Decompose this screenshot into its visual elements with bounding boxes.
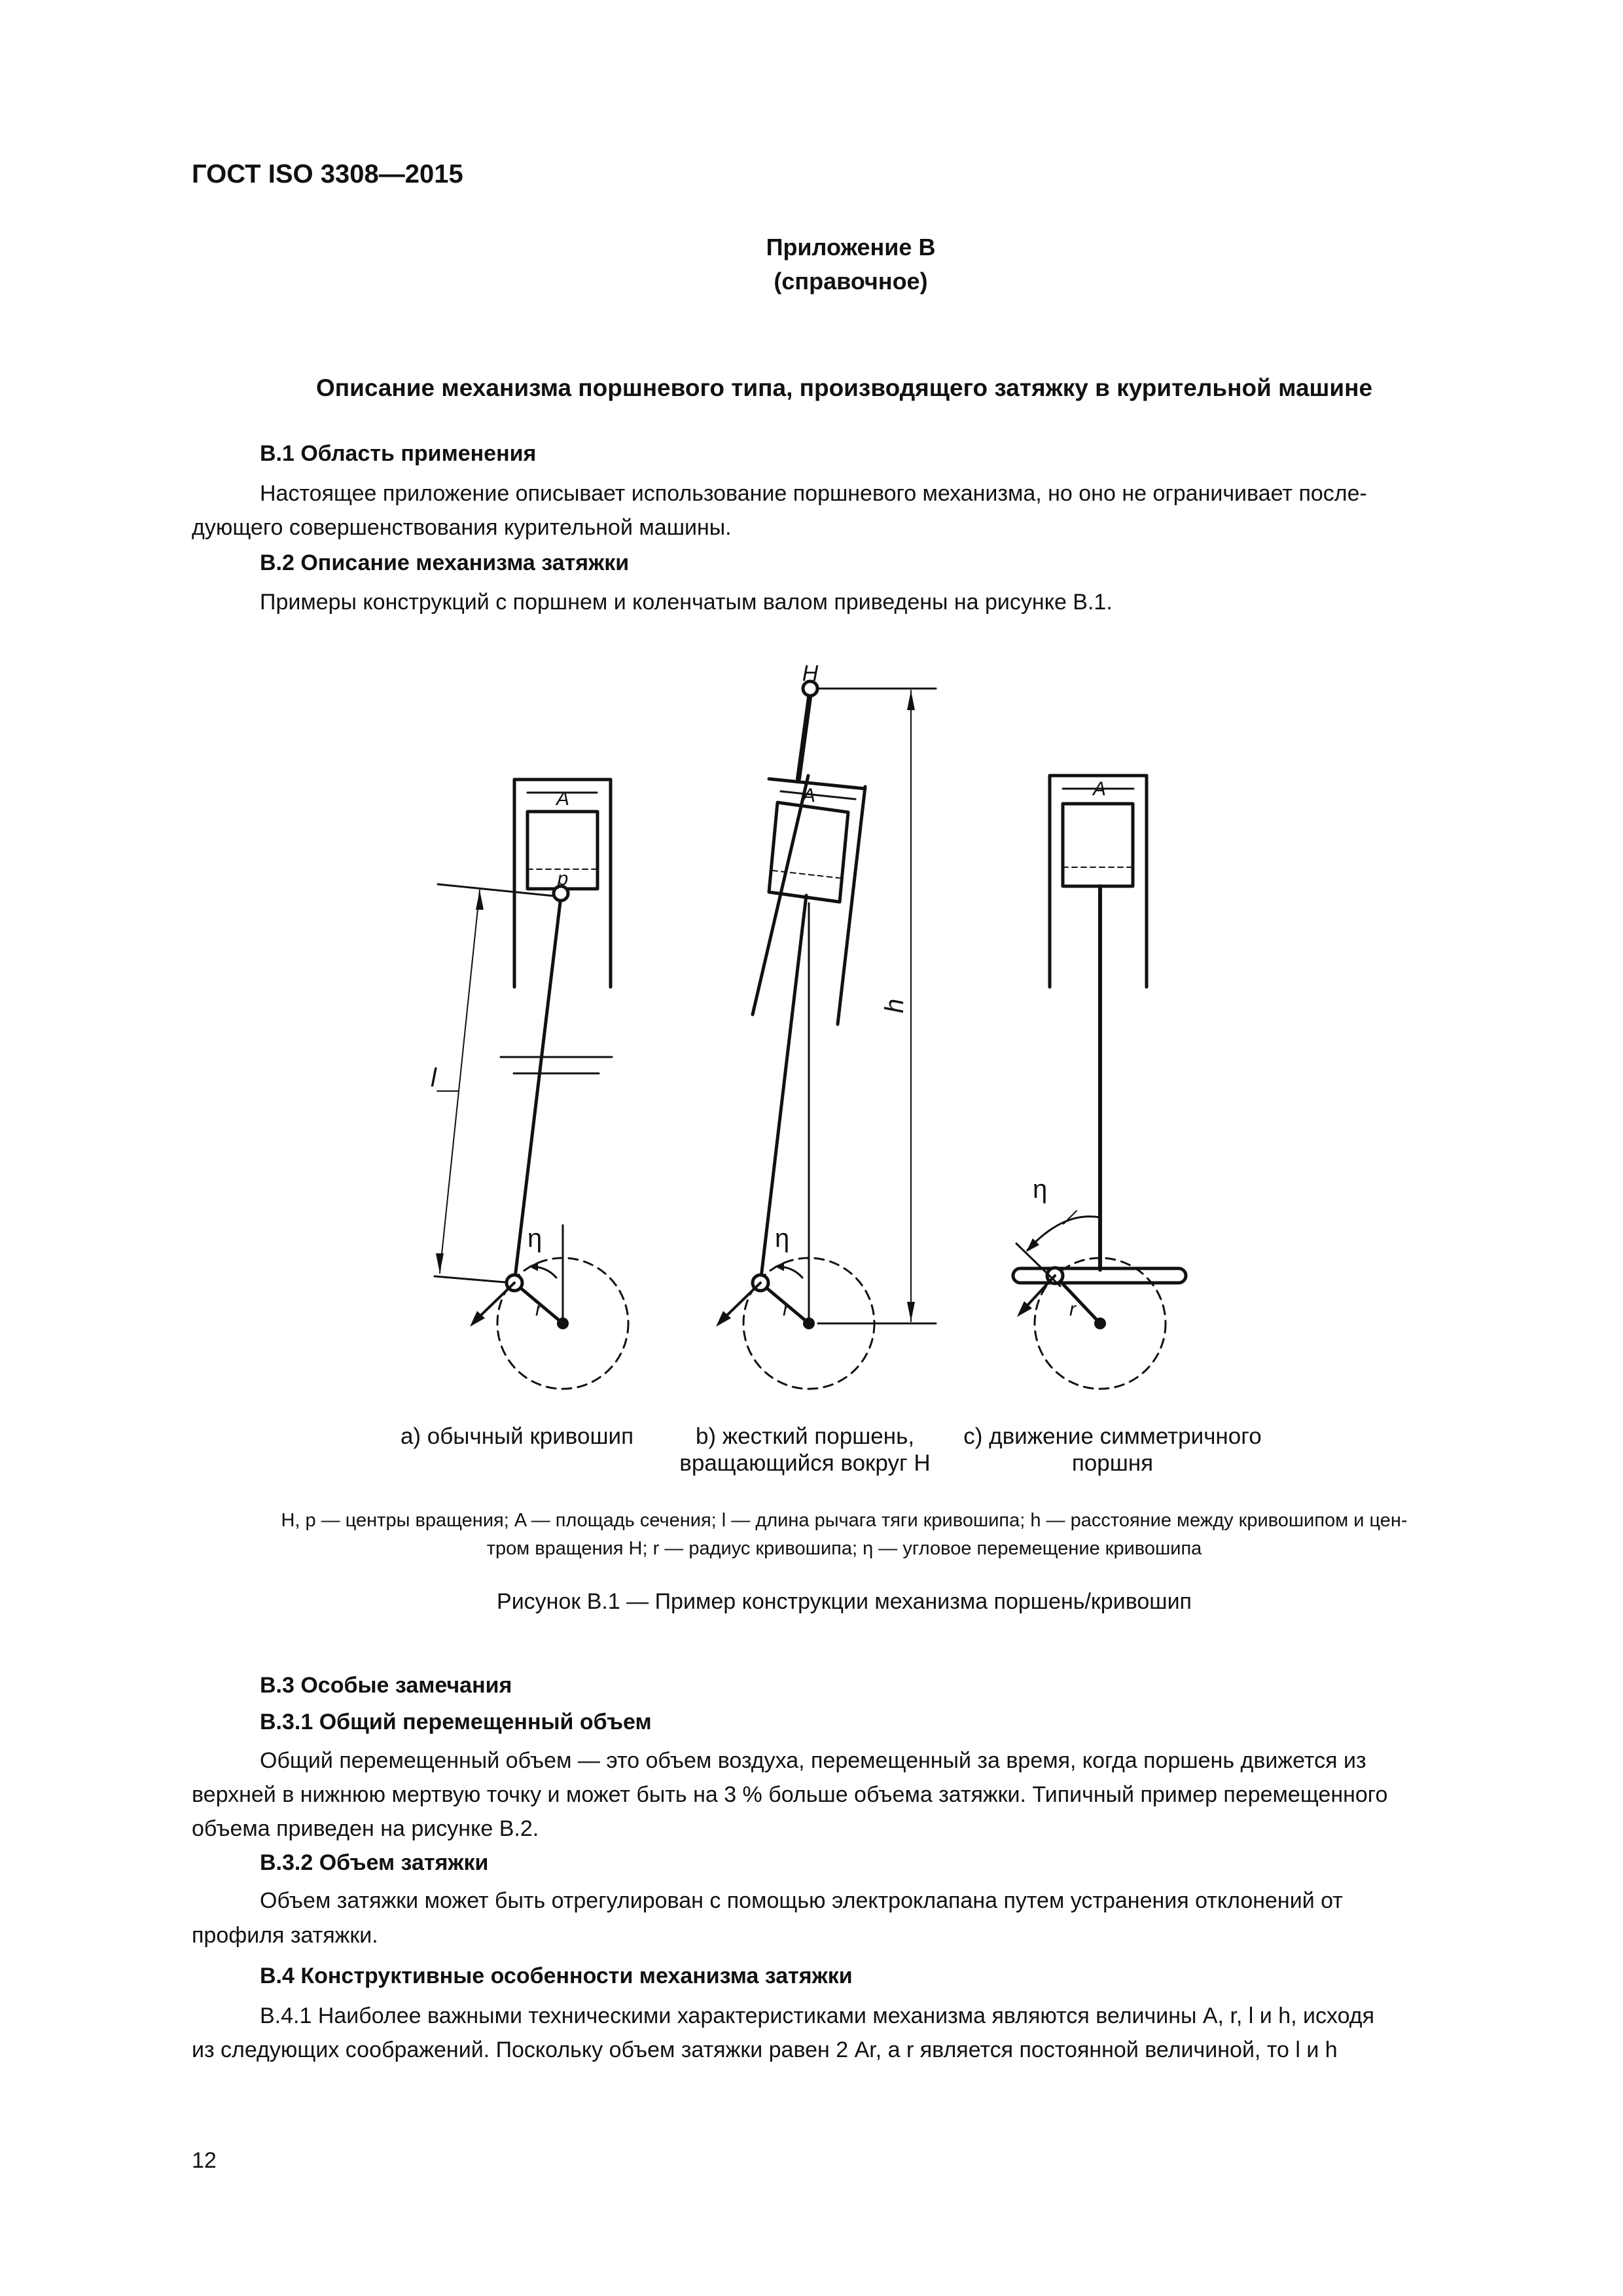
- label-A-b: A: [802, 785, 816, 806]
- label-A-a: A: [556, 788, 570, 810]
- caption-b: [661, 1423, 949, 1477]
- legend-line: H, p — центры вращения; A — площадь сечения; l — длина рычага тяги кривошипа; h — расстояние между кривошипом и цен-: [281, 1510, 1408, 1531]
- label-p: p: [557, 868, 569, 889]
- section-b4-heading: В.4 Конструктивные особенности механизма затяжки: [260, 1964, 853, 1988]
- label-eta-c: η: [1033, 1175, 1048, 1204]
- section-b3-heading: В.3 Особые замечания: [260, 1673, 512, 1698]
- text-line: Объем затяжки может быть отрегулирован с помощью электроклапана путем устранения отклонений от: [260, 1888, 1343, 1913]
- section-b32-text: [260, 1883, 1497, 1919]
- section-b31-heading: В.3.1 Общий перемещенный объем: [260, 1710, 652, 1734]
- caption-c: [955, 1423, 1270, 1477]
- section-b31-text: [260, 1743, 1497, 1779]
- caption-a: [373, 1423, 661, 1450]
- label-h: h: [880, 998, 909, 1013]
- text-line: верхней в нижнюю мертвую точку и может быть на 3 % больше объема затяжки. Типичный пример перемещенного: [192, 1782, 1388, 1807]
- text-line: профиля затяжки.: [192, 1923, 378, 1948]
- piston-rod: [798, 692, 810, 779]
- cylinder-wall-right: [838, 787, 865, 1024]
- label-l: l: [431, 1064, 437, 1092]
- label-A-c: A: [1092, 778, 1107, 800]
- diagram-c: [1013, 776, 1186, 1389]
- figure-caption: Рисунок В.1 — Пример конструкции механизма поршень/кривошип: [497, 1589, 1192, 1614]
- label-H: H: [802, 661, 819, 686]
- section-b1-heading: В.1 Область применения: [260, 441, 537, 466]
- annex-label: Приложение В: [766, 234, 936, 260]
- section-b2-text: Примеры конструкций с поршнем и коленчатым валом приведены на рисунке В.1.: [260, 590, 1113, 615]
- text-line: из следующих соображений. Поскольку объем затяжки равен 2 Ar, а r является постоянной величиной, то l и h: [192, 2037, 1338, 2062]
- legend-line: тром вращения H; r — радиус кривошипа; η — угловое перемещение кривошипа: [486, 1538, 1202, 1559]
- text-line: объема приведен на рисунке В.2.: [192, 1816, 539, 1841]
- text-line: В.4.1 Наиболее важными техническими характеристиками механизма являются величины A, r, l и h, исходя: [260, 2003, 1375, 2028]
- annex-status: (справочное): [774, 268, 928, 295]
- caption-line: а) обычный кривошип: [400, 1424, 634, 1449]
- section-b4-text-cont: [192, 2032, 1497, 2068]
- annex-title: Описание механизма поршневого типа, производящего затяжку в курительной машине: [315, 374, 1373, 401]
- diagram-b: [716, 681, 936, 1389]
- diagram-a: [435, 780, 628, 1389]
- section-b32-heading: В.3.2 Объем затяжки: [260, 1850, 489, 1875]
- caption-line: вращающийся вокруг H: [679, 1450, 931, 1476]
- piston: [1063, 804, 1133, 886]
- caption-line: b) жесткий поршень,: [695, 1424, 915, 1449]
- label-eta-b: η: [775, 1224, 790, 1253]
- text-line: дующего совершенствования курительной машины.: [192, 515, 732, 540]
- label-eta-a: η: [527, 1224, 543, 1253]
- section-b32-text-cont: [192, 1918, 1497, 1954]
- label-r-c: r: [1069, 1299, 1076, 1320]
- dimension-l: [440, 890, 480, 1273]
- page-number: 12: [192, 2148, 217, 2173]
- text-line: Общий перемещенный объем — это объем воздуха, перемещенный за время, когда поршень движется из: [260, 1748, 1366, 1773]
- caption-line: с) движение симметричного: [963, 1424, 1262, 1449]
- standard-header: ГОСТ ISO 3308—2015: [192, 160, 463, 188]
- caption-line: поршня: [1071, 1450, 1154, 1476]
- section-b4-text: [260, 1998, 1497, 2034]
- section-b31-text-cont: [192, 1777, 1497, 1847]
- label-r-a: r: [535, 1299, 542, 1320]
- label-r-b: r: [783, 1299, 789, 1320]
- figure-legend: [192, 1507, 1497, 1563]
- text-line: Настоящее приложение описывает использование поршневого механизма, но оно не ограничивает после-: [260, 481, 1367, 506]
- section-b2-heading: В.2 Описание механизма затяжки: [260, 550, 630, 575]
